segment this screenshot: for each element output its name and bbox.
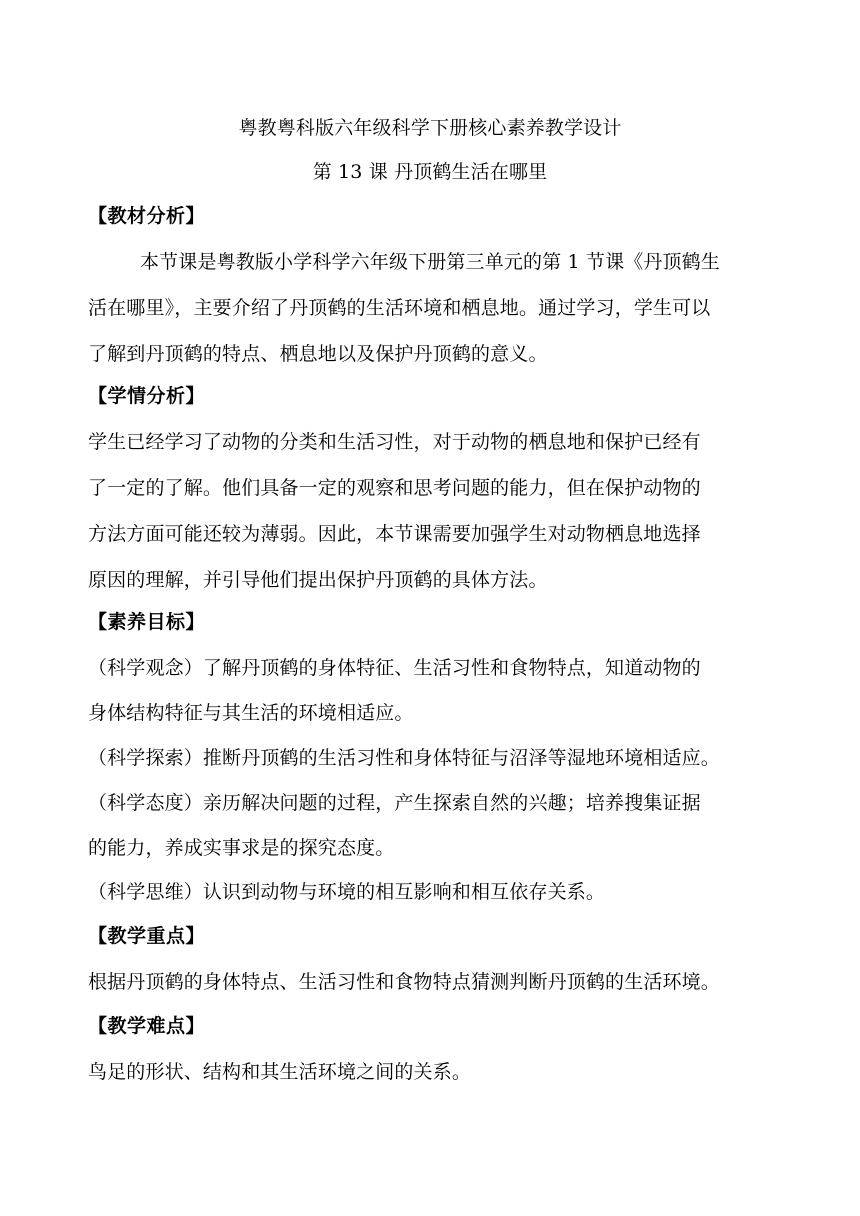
paragraph-line: 本节课是粤教版小学科学六年级下册第三单元的第 1 节课《丹顶鹤生 bbox=[140, 251, 720, 273]
paragraph-line: （科学思维）认识到动物与环境的相互影响和相互依存关系。 bbox=[88, 881, 606, 903]
paragraph-line: 鸟足的形状、结构和其生活环境之间的关系。 bbox=[88, 1061, 472, 1083]
paragraph-line: 了解到丹顶鹤的特点、栖息地以及保护丹顶鹤的意义。 bbox=[88, 343, 548, 365]
paragraph-line: 原因的理解，并引导他们提出保护丹顶鹤的具体方法。 bbox=[88, 569, 548, 591]
paragraph-line: 了一定的了解。他们具备一定的观察和思考问题的能力，但在保护动物的 bbox=[88, 477, 701, 499]
section-heading-teaching-difficulty: 【教学难点】 bbox=[88, 1015, 206, 1037]
paragraph-line: 方法方面可能还较为薄弱。因此，本节课需要加强学生对动物栖息地选择 bbox=[88, 523, 701, 545]
document-title: 粤教粤科版六年级科学下册核心素养教学设计 bbox=[238, 117, 622, 139]
lesson-subtitle: 第 13 课 丹顶鹤生活在哪里 bbox=[312, 161, 548, 183]
paragraph-line: 学生已经学习了动物的分类和生活习性，对于动物的栖息地和保护已经有 bbox=[88, 431, 701, 453]
section-heading-literacy-goals: 【素养目标】 bbox=[88, 611, 206, 633]
paragraph-line: 的能力，养成实事求是的探究态度。 bbox=[88, 837, 395, 859]
paragraph-line: （科学探索）推断丹顶鹤的生活习性和身体特征与沼泽等湿地环境相适应。 bbox=[88, 747, 720, 769]
paragraph-line: （科学态度）亲历解决问题的过程，产生探索自然的兴趣；培养搜集证据 bbox=[88, 792, 701, 814]
section-heading-student-analysis: 【学情分析】 bbox=[88, 385, 206, 407]
section-heading-material-analysis: 【教材分析】 bbox=[88, 205, 206, 227]
paragraph-line: （科学观念）了解丹顶鹤的身体特征、生活习性和食物特点，知道动物的 bbox=[88, 657, 701, 679]
section-heading-teaching-focus: 【教学重点】 bbox=[88, 925, 206, 947]
paragraph-line: 身体结构特征与其生活的环境相适应。 bbox=[88, 702, 414, 724]
paragraph-line: 活在哪里》，主要介绍了丹顶鹤的生活环境和栖息地。通过学习，学生可以 bbox=[88, 297, 711, 319]
paragraph-line: 根据丹顶鹤的身体特点、生活习性和食物特点猜测判断丹顶鹤的生活环境。 bbox=[88, 971, 720, 993]
